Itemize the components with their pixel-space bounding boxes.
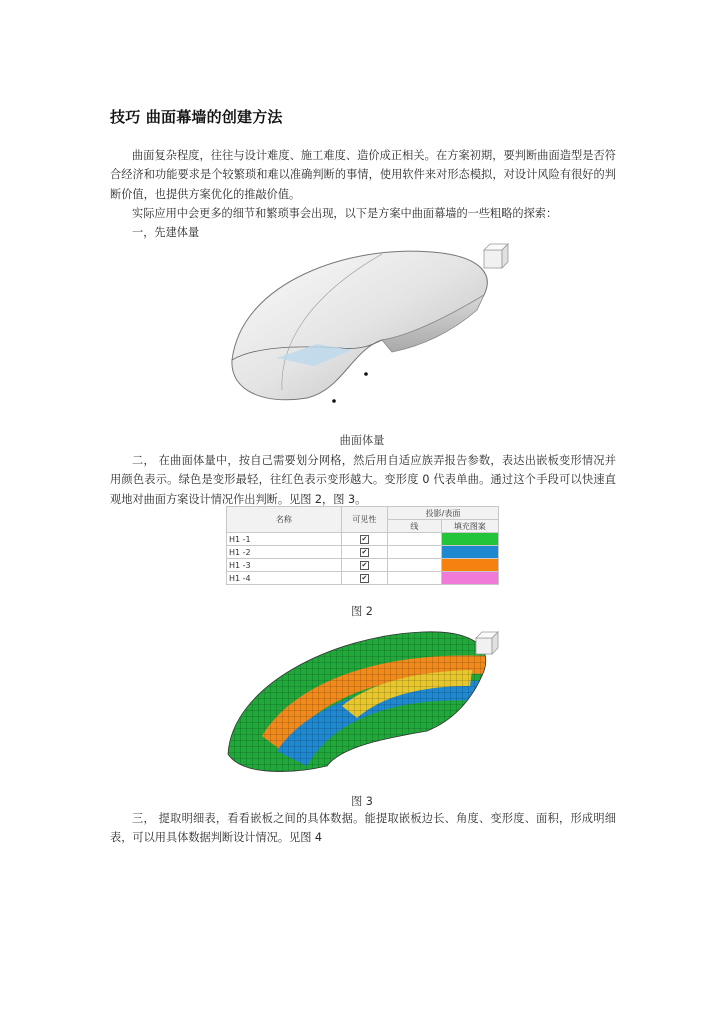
paragraph-practice: 实际应用中会更多的细节和繁琐事会出现，以下是方案中曲面幕墙的一些粗略的探索： — [132, 207, 558, 220]
line-cell[interactable] — [388, 533, 442, 546]
line-cell[interactable] — [388, 559, 442, 572]
visibility-checkbox[interactable]: ✔ — [361, 548, 368, 556]
figure-3-caption: 图 3 — [351, 795, 373, 808]
mass-model-figure — [222, 240, 512, 412]
fill-swatch[interactable] — [441, 572, 498, 585]
fill-swatch[interactable] — [441, 546, 498, 559]
visibility-checkbox[interactable]: ✔ — [361, 574, 368, 582]
paragraph-step-three: 三， 提取明细表，看看嵌板之间的具体数据。能提取嵌板边长、角度、变形度、面积，形成明细表，可以用具体数据判断设计情况。见图 4 — [110, 812, 616, 845]
view-cube-icon[interactable] — [484, 244, 508, 268]
figure-1-caption: 曲面体量 — [339, 434, 385, 447]
row-name: H1 -1 — [227, 533, 342, 546]
paragraph-step-two: 二， 在曲面体量中，按自己需要划分网格，然后用自适应族弄报告参数，表达出嵌板变形情况并用颜色表示。绿色是变形最轻，往红色表示变形越大。变形度 0 代表单曲。通过这个手段可以快速直观地对曲面方案设计情况作出判断。见图 2，图 3。 — [110, 454, 616, 506]
page-title: 技巧 曲面幕墙的创建方法 — [110, 108, 283, 126]
visibility-table — [226, 506, 499, 586]
panel-deformation-figure — [222, 626, 500, 776]
paragraph-step-one: 一，先建体量 — [132, 226, 200, 239]
col-projection-header: 投影/表面 — [388, 507, 499, 520]
visibility-checkbox[interactable]: ✔ — [361, 535, 368, 543]
col-fill-header: 填充图案 — [441, 520, 498, 533]
col-line-header: 线 — [388, 520, 442, 533]
paragraph-intro: 曲面复杂程度，往往与设计难度、施工难度、造价成正相关。在方案初期，要判断曲面造型是否符合经济和功能要求是个较繁琐和难以准确判断的事情，使用软件来对形态模拟，对设计风险有很好的判断价值，也提供方案优化的推敲价值。 — [110, 149, 616, 201]
col-name-header: 名称 — [227, 507, 342, 533]
table-row[interactable] — [227, 572, 499, 585]
fill-swatch[interactable] — [441, 559, 498, 572]
table-row[interactable] — [227, 559, 499, 572]
row-name: H1 -4 — [227, 572, 342, 585]
view-cube-icon[interactable] — [476, 632, 498, 654]
table-row[interactable] — [227, 533, 499, 546]
figure-2-caption: 图 2 — [351, 605, 373, 618]
col-visible-header: 可见性 — [341, 507, 387, 533]
fill-swatch[interactable] — [441, 533, 498, 546]
visibility-checkbox[interactable]: ✔ — [361, 561, 368, 569]
line-cell[interactable] — [388, 546, 442, 559]
row-name: H1 -3 — [227, 559, 342, 572]
line-cell[interactable] — [388, 572, 442, 585]
row-name: H1 -2 — [227, 546, 342, 559]
table-row[interactable] — [227, 546, 499, 559]
